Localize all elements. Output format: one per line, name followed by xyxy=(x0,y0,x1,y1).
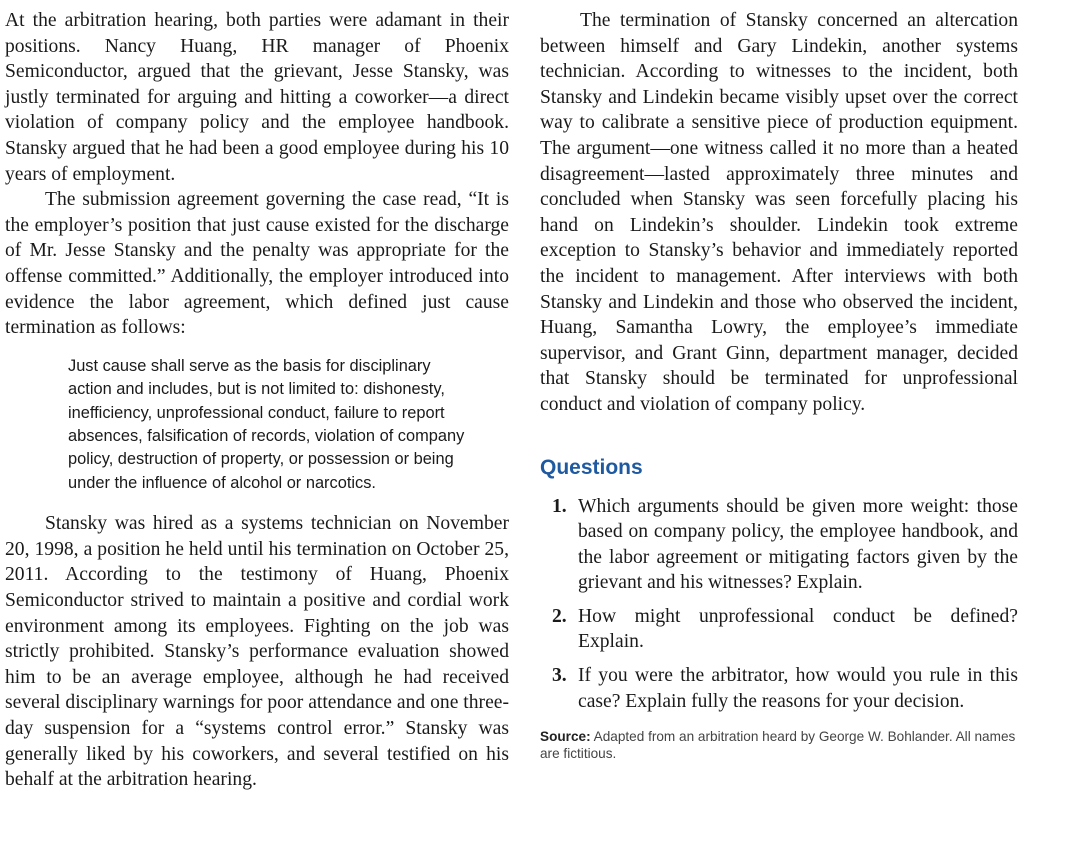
left-column xyxy=(5,8,509,793)
source-text: Adapted from an arbitration heard by George W. Bohlander. All names are fictitious. xyxy=(540,729,1016,762)
questions-heading: Questions xyxy=(540,455,643,479)
just-cause-quote: Just cause shall serve as the basis for disciplinary action and includes, but is not limited to: dishonesty, inefficiency, unprofessional conduct, failure to report absences, falsification of records, violation of company policy, destruction of property, or possession or being under the influence of alcohol or narcotics. xyxy=(68,356,465,492)
question-number: 2. xyxy=(552,605,567,627)
question-item xyxy=(540,494,1018,596)
question-item xyxy=(540,604,1018,655)
questions-list xyxy=(540,494,1018,715)
question-text: Which arguments should be given more weight: those based on company policy, the employee handbook, and the labor agreement or mitigating factors given by the grievant and his witnesses? Explain. xyxy=(578,495,1018,594)
source-note xyxy=(540,728,1018,762)
paragraph-employment-history: Stansky was hired as a systems technician on November 20, 1998, a position he held until his termination on October 25, 2011. According to the testimony of Huang, Phoenix Semiconductor strived to maintain a positive and cordial work environment among its employees. Fighting on the job was strictly prohibited. Stansky’s performance evaluation showed him to be an average employee, although he had received several disciplinary warnings for poor attendance and one three-day suspension for a “systems control error.” Stansky was generally liked by his coworkers, and several testified on his behalf at the arbitration hearing. xyxy=(5,513,509,791)
question-text: If you were the arbitrator, how would you rule in this case? Explain fully the reasons for your decision. xyxy=(578,665,1018,712)
source-label: Source: xyxy=(540,729,591,745)
paragraph-hearing: At the arbitration hearing, both parties were adamant in their positions. Nancy Huang, HR manager of Phoenix Semiconductor, argued that the grievant, Jesse Stansky, was justly terminated for arguing and hitting a coworker—a direct violation of company policy and the employee handbook. Stansky argued that he had been a good employee during his 10 years of employment. xyxy=(5,10,509,185)
paragraph-termination: The termination of Stansky concerned an altercation between himself and Gary Lindekin, another systems technician. According to witnesses to the incident, both Stansky and Lindekin became visibly upset over the correct way to calibrate a sensitive piece of production equipment. The argument—one witness called it no more than a heated disagreement—lasted approximately three minutes and concluded when Stansky was seen forcefully placing his hand on Lindekin’s shoulder. Lindekin took extreme exception to Stansky’s behavior and immediately reported the incident to management. After interviews with both Stansky and Lindekin and those who observed the incident, Huang, Samantha Lowry, the employee’s immediate supervisor, and Grant Ginn, department manager, decided that Stansky should be terminated for unprofessional conduct and violation of company policy. xyxy=(540,10,1018,415)
question-number: 3. xyxy=(552,665,567,687)
question-text: How might unprofessional conduct be defined? Explain. xyxy=(578,605,1018,653)
paragraph-submission-agreement: The submission agreement governing the case read, “It is the employer’s position that just cause existed for the discharge of Mr. Jesse Stansky and the penalty was appropriate for the offense committed.” Additionally, the employer introduced into evidence the labor agreement, which defined just cause termination as follows: xyxy=(5,189,509,339)
question-number: 1. xyxy=(552,495,567,517)
question-item xyxy=(540,663,1018,714)
right-column xyxy=(540,8,1018,762)
